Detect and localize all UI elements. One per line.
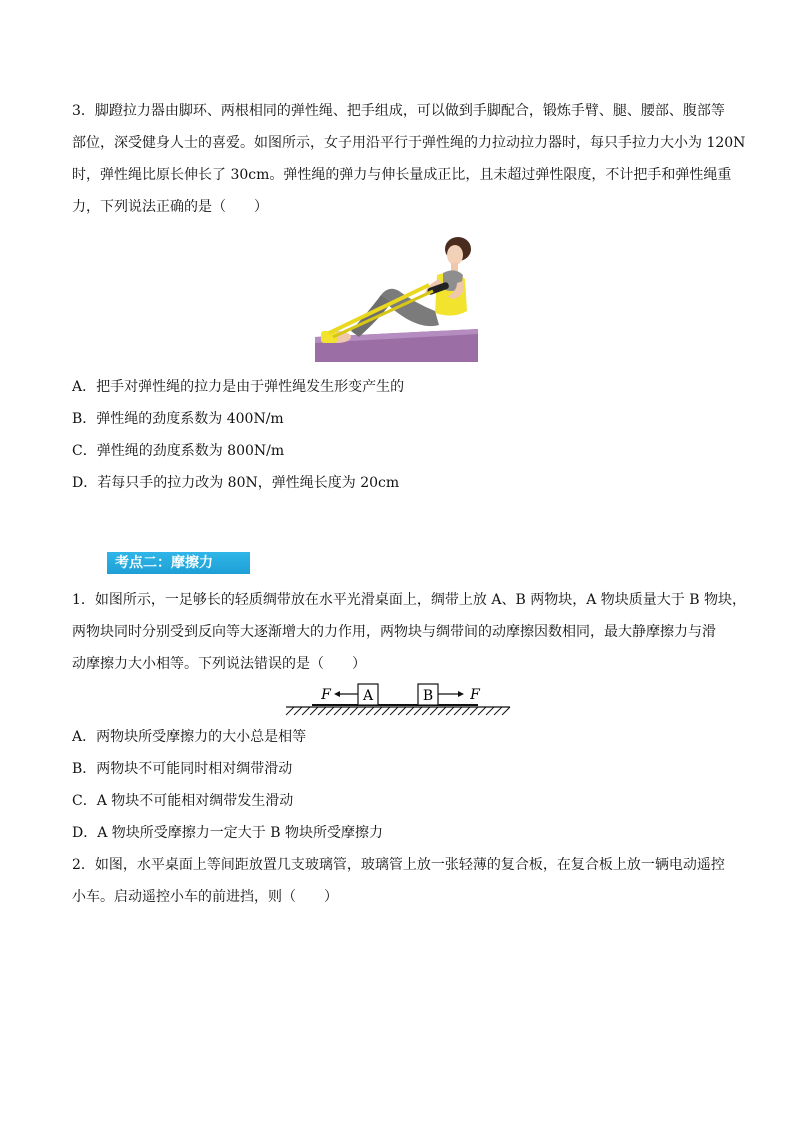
q3-stem-line2: 部位，深受健身人士的喜爱。如图所示，女子用沿平行于弹性绳的力拉动拉力器时，每只手拉力大小为 120N [72,135,746,151]
q1-stem-line3: 动摩擦力大小相等。下列说法错误的是（ ） [72,656,366,672]
blocks-diagram [282,680,514,720]
q3-stem-line4: 力，下列说法正确的是（ ） [72,199,268,215]
q3-stem-line3: 时，弹性绳比原长伸长了 30cm。弹性绳的弹力与伸长量成正比，且未超过弹性限度，不计把手和弹性绳重 [72,167,732,183]
q1-option-c: C．A 物块不可能相对绸带发生滑动 [72,793,294,809]
force-right-label: F [470,687,480,703]
q1-option-b: B．两物块不可能同时相对绸带滑动 [72,761,293,777]
q1-stem-line1: 1．如图所示，一足够长的轻质绸带放在水平光滑桌面上，绸带上放 A、B 两物块，A 物块质量大于 B 物块， [72,592,746,608]
q3-option-b: B．弹性绳的劲度系数为 400N/m [72,411,284,427]
block-a-label: A [362,688,374,704]
block-b-label: B [422,688,434,704]
section-header: 考点二：摩擦力 [107,552,250,574]
q2-stem-line1: 2．如图，水平桌面上等间距放置几支玻璃管，玻璃管上放一张轻薄的复合板，在复合板上放一辆电动遥控 [72,857,725,873]
fitness-photo [315,233,478,362]
force-left-label: F [321,687,331,703]
q2-stem-line2: 小车。启动遥控小车的前进挡，则（ ） [72,889,338,905]
q3-stem-line1: 3．脚蹬拉力器由脚环、两根相同的弹性绳、把手组成，可以做到手脚配合，锻炼手臂、腿、腰部、腹部等 [72,103,725,119]
q3-option-c: C．弹性绳的劲度系数为 800N/m [72,443,285,459]
q3-option-d: D．若每只手的拉力改为 80N，弹性绳长度为 20cm [72,475,400,491]
q3-option-a: A．把手对弹性绳的拉力是由于弹性绳发生形变产生的 [72,379,405,395]
q1-option-a: A．两物块所受摩擦力的大小总是相等 [72,729,307,745]
q1-stem-line2: 两物块同时分别受到反向等大逐渐增大的力作用，两物块与绸带间的动摩擦因数相同，最大静摩擦力与滑 [72,624,716,640]
q1-option-d: D．A 物块所受摩擦力一定大于 B 物块所受摩擦力 [72,825,383,841]
